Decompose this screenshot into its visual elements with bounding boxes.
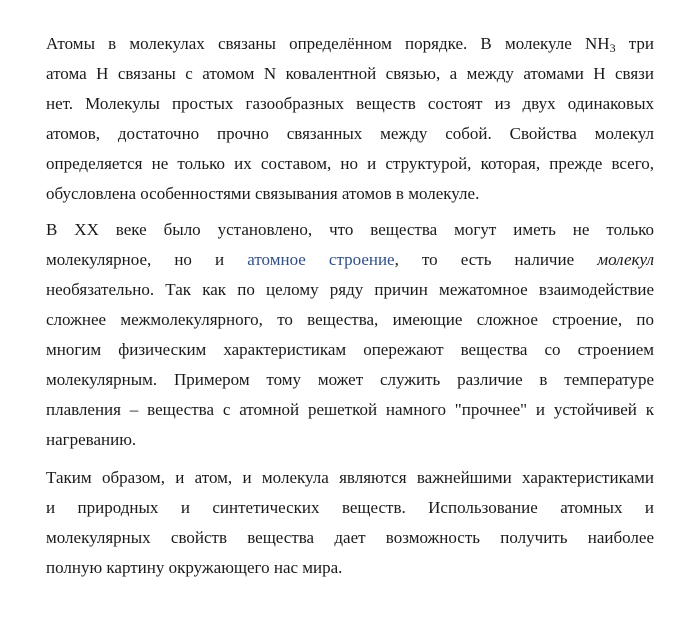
paragraph-line: плавления – вещества с атомной решеткой намного "прочнее" и устойчивей к: [46, 400, 654, 419]
paragraph-line: сложнее межмолекулярного, то вещества, имеющие сложное строение, по: [46, 310, 654, 329]
italic-text: молекул: [597, 250, 654, 269]
paragraph-line: определяется не только их составом, но и структурой, которая, прежде всего,: [46, 154, 654, 173]
paragraph-line: обусловлена особенностями связывания атомов в молекуле.: [46, 184, 480, 203]
paragraph-line: полную картину окружающего нас мира.: [46, 558, 343, 577]
line-text: три: [615, 34, 654, 53]
paragraph-line: нагреванию.: [46, 430, 137, 449]
paragraph-line: В XX веке было установлено, что вещества могут иметь не только: [46, 220, 654, 239]
paragraph-3: [46, 463, 654, 583]
paragraph-line: [46, 245, 654, 275]
paragraph-line: атомов, достаточно прочно связанных между собой. Свойства молекул: [46, 124, 654, 143]
paragraph-2: [46, 215, 654, 455]
paragraph-line: [46, 29, 654, 59]
paragraph-line: и природных и синтетических веществ. Использование атомных и: [46, 498, 654, 517]
paragraph-line: молекулярных свойств вещества дает возможность получить наиболее: [46, 528, 654, 547]
line-text: , то есть наличие: [394, 250, 598, 269]
paragraph-line: многим физическим характеристикам опережают вещества со строением: [46, 340, 654, 359]
line-text: молекулярное, но и: [46, 250, 248, 269]
line-text: Атомы в молекулах связаны определённом порядке. В молекуле NH: [46, 34, 610, 53]
atomic-structure-link[interactable]: атомное строение: [247, 250, 395, 269]
paragraph-line: атома H связаны с атомом N ковалентной связью, а между атомами H связи: [46, 64, 654, 83]
paragraph-line: молекулярным. Примером тому может служить различие в температуре: [46, 370, 654, 389]
paragraph-line: нет. Молекулы простых газообразных веществ состоят из двух одинаковых: [46, 94, 654, 113]
subscript-text: 3: [609, 41, 616, 55]
paragraph-1: [46, 29, 654, 209]
paragraph-line: необязательно. Так как по целому ряду причин межатомное взаимодействие: [46, 280, 654, 299]
paragraph-line: Таким образом, и атом, и молекула являются важнейшими характеристиками: [46, 468, 654, 487]
